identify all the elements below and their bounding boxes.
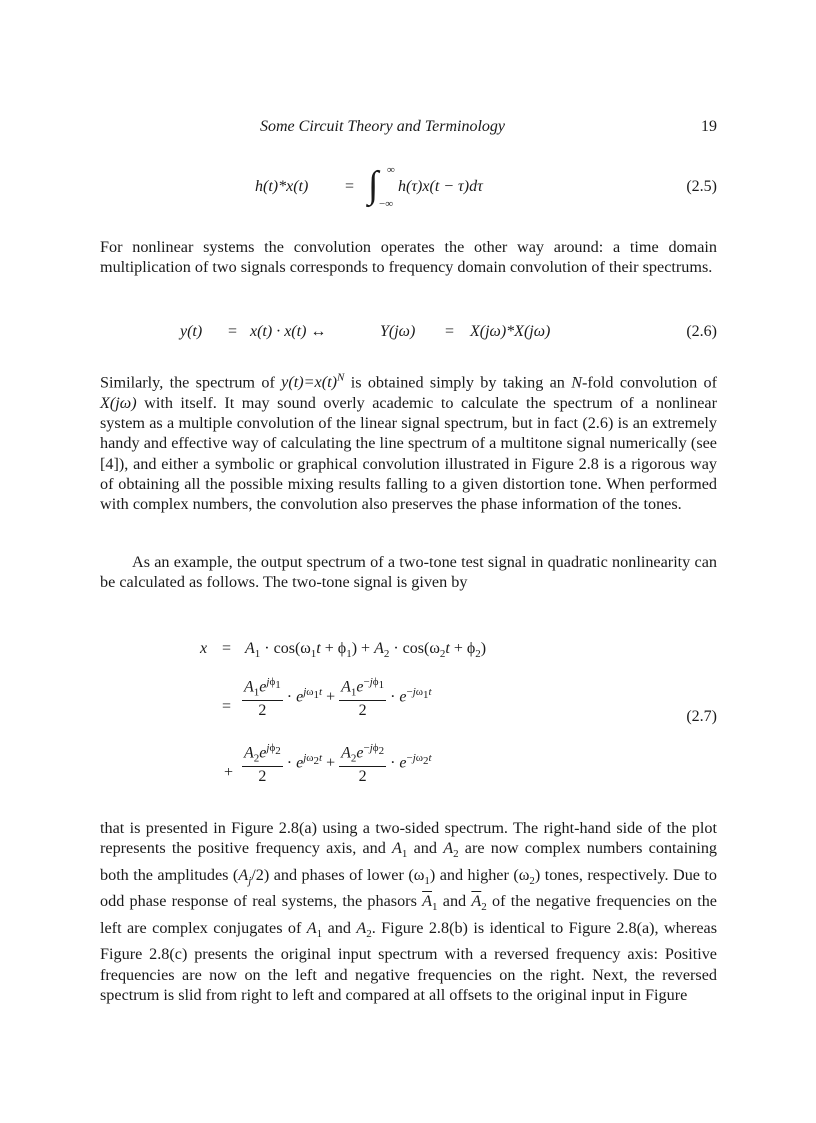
fraction: $\frac{A_1e^{j\phi_1}}{2}$ [244,676,281,719]
p2-math-xjw: X(jω) [100,393,137,412]
p2-math-n: N [571,373,583,392]
eq-2-6-rhs2: X(jω)*X(jω) [470,323,551,340]
eq-2-5-integrand: h(τ)x(t − τ)dτ [398,178,483,195]
paragraph-two-tone-example [100,552,717,593]
eq-2-5-lhs: h(t)*x(t) [255,178,309,195]
integral-sign: ∫ [368,164,379,206]
eq-2-5-equals: = [345,178,355,195]
eq-2-7-equals: = [222,640,232,657]
p4-text-f: of the negative frequencies on the left are complex conjugates of [100,892,717,937]
p4-text-c: ) and phases of lower ( [263,865,414,884]
p3-text: As an example, the output spectrum of a two-tone test signal in quadratic nonlinearity can be calculated as follows. The two-tone signal is given by [100,553,717,592]
eq-2-6-equals: = [228,323,238,340]
running-title: Some Circuit Theory and Terminology [260,118,506,135]
eq-2-7-number: (2.7) [686,708,717,725]
integral-upper-limit: ∞ [387,164,395,176]
paragraph-spectrum-convolution [100,368,717,514]
fraction: $\frac{A_2e^{j\phi_2}}{2}$ [244,742,281,785]
p4-text-g: . Figure 2.8(b) is identical to Figure 2.8(a), whereas Figure 2.8(c) presents the original input spectrum with a reversed frequency axis: Positive frequencies are now on the left and negative frequencies on the right. Next, the reversed spectrum is slid from right to left and compared at all offsets to the original input in Figure [100,918,718,1005]
equation-2-7 [100,640,717,805]
paragraph-figure-2-8-description: that is presented in Figure 2.8(a) using a two-sided spectrum. The right-hand side of the plot represents the positive frequency axis, and $A_1$ and $A_2$ are now complex numbers containing both the amplitudes $(A_j/2)$ and phases of lower $(\omega_1)$ and higher $(\omega_2)$ tones, respectively. Due to odd phase response of real systems, the phasors $\overline{A}_1$ and $\overline{A}_2$ of the negative frequencies on the left are complex conjugates of $A_1$ and $A_2$. Figure 2.8(b) is identical to Figure 2.8(a), whereas Figure 2.8(c) presents the original input spectrum with a reversed frequency axis: Positive frequencies are now on the left and negative frequencies on the right. Next, the reversed spectrum is slid from right to left and compared at all offsets to the original input in Figure [100,819,718,1005]
fraction: $\frac{A_1e^{-j\phi_1}}{2}$ [341,676,385,719]
eq-2-7-line1: $A_1 \cdot \cos(\omega_1t + \phi_1) + A_2 \cdot \cos(\omega_2t + \phi_2)$ [245,640,487,661]
eq-2-6-equals2: = [445,323,455,340]
equation-2-5 [100,164,717,214]
eq-2-7-line2: $\frac{A_1e^{j\phi_1}}{2}$ · $e^{j\omega_1t}$ + $\frac{A_1e^{-j\phi_1}}{2}$ · $e^{-j\omega_1t}$ [244,676,432,719]
p2-text-d: with itself. It may sound overly academic to calculate the spectrum of a nonlinear system as a multiple convolution of the linear signal spectrum, but in fact (2.6) is an extremely handy and effective way of calculating the line spectrum of a multitone signal numerically (see [4]), and either a symbolic or graphical convolution illustrated in Figure 2.8 is a rigorous way of obtaining all the possible mixing results falling to a given distortion tone. When performed with complex numbers, the convolution also preserves the phase information of the tones. [100,393,717,514]
fraction: $\frac{A_2e^{-j\phi_2}}{2}$ [341,742,385,785]
eq-2-7-equals-line2: = [222,698,232,715]
eq-2-6-number: (2.6) [686,323,717,340]
eq-2-7-plus-line3: + [224,764,234,781]
page-number: 19 [701,118,717,135]
p4-text-d: ) and higher ( [429,865,519,884]
p2-text-b: is obtained simply by taking an [344,373,572,392]
p4-text-e: ) tones, respectively. Due to odd phase response of real systems, the phasors [100,865,718,911]
p2-text-c: -fold convolution of [582,373,717,392]
p2-text-a: Similarly, the spectrum of [100,373,282,392]
running-header [100,118,717,140]
eq-2-7-line3: $\frac{A_2e^{j\phi_2}}{2}$ · $e^{j\omega_2t}$ + $\frac{A_2e^{-j\phi_2}}{2}$ · $e^{-j\omega_2t}$ [244,742,432,785]
eq-2-6-lhs2: Y(jω) [380,323,416,340]
eq-2-7-lhs: x [200,640,208,657]
p2-math-yt: $y(t)=x(t)^N$ [281,372,345,392]
eq-2-5-number: (2.5) [686,178,717,195]
paragraph-nonlinear-convolution: For nonlinear systems the convolution operates the other way around: a time domain multiplication of two signals corresponds to frequency domain convolution of their spectrums. [100,238,717,277]
equation-2-6 [100,323,717,345]
eq-2-6-lhs: y(t) [180,323,203,340]
integral-lower-limit: −∞ [379,198,394,210]
eq-2-6-rhs1: x(t) · x(t) ↔ [250,323,327,340]
p4-text-b: are now complex numbers containing both the amplitudes ( [100,839,718,884]
p4-text-a: that is presented in Figure 2.8(a) using a two-sided spectrum. The right-hand side of the plot represents the positive frequency axis, and [100,819,717,858]
